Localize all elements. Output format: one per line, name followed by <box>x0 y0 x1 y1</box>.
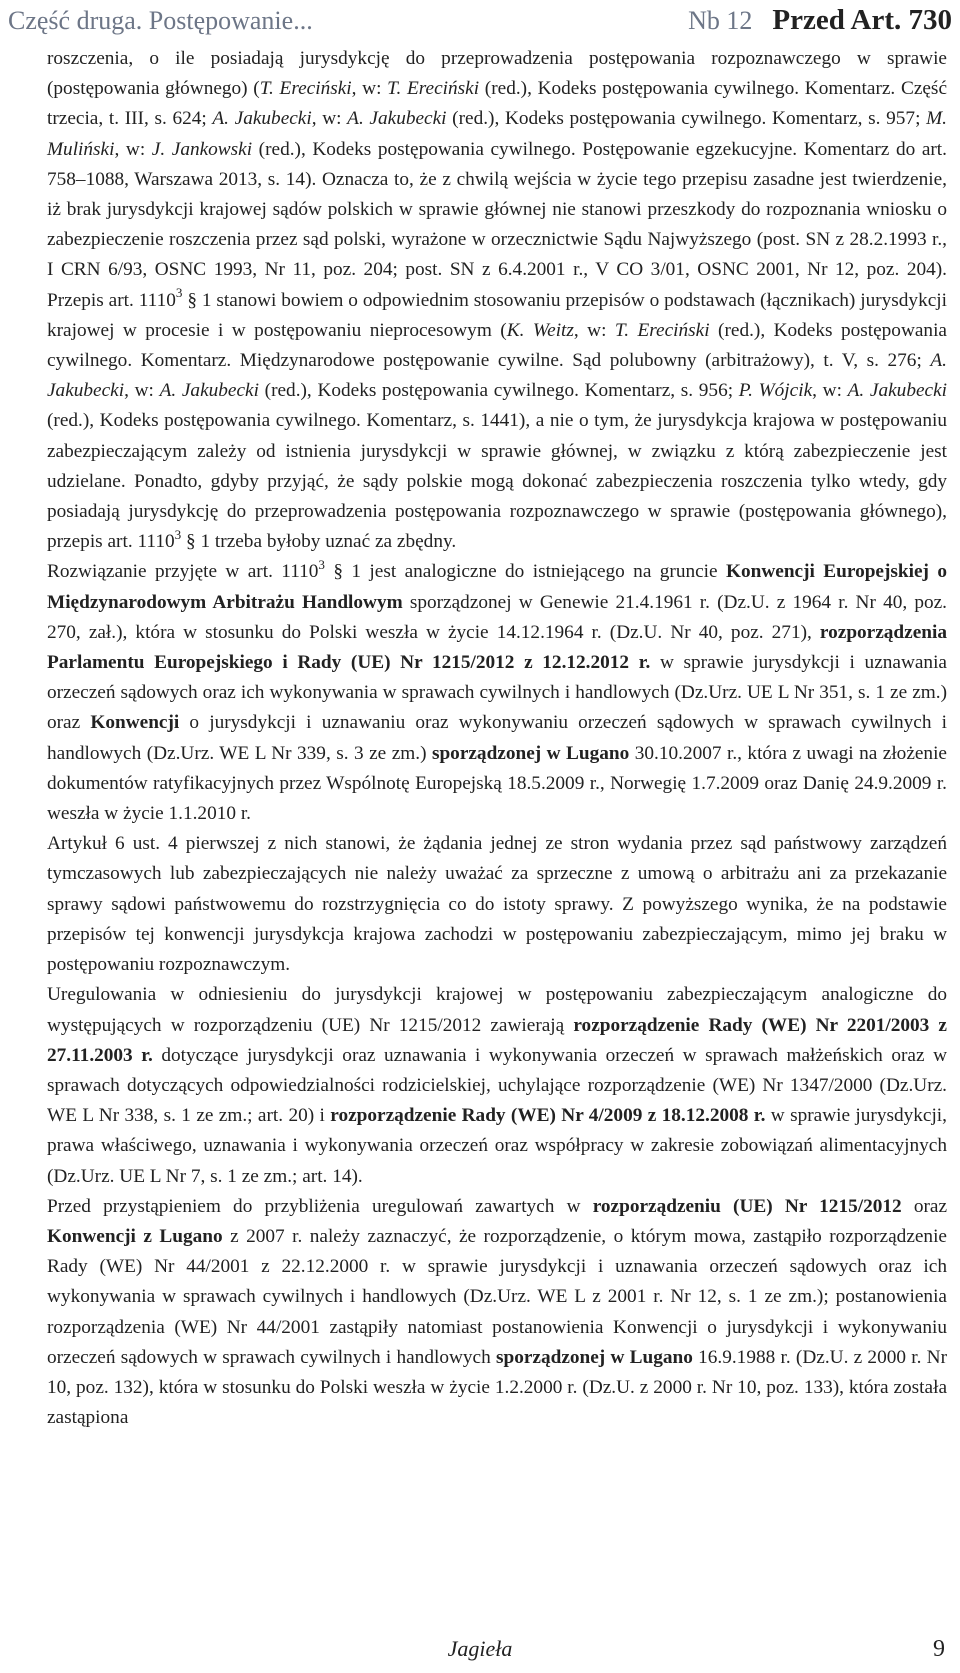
text-run: 30.10.2007 r., która z uwagi na złożenie dokumentów ratyfikacyjnych przez Wspólnotę Europejską 18.5.2009 r., Norwegię 1.7.2009 oraz Danię 24.9.2009 r. weszła w życie 1.1.2010 r. <box>47 742 947 825</box>
italic-text: T. Ereciński <box>259 78 352 100</box>
author-name: Jagieła <box>447 1636 513 1661</box>
superscript: 3 <box>175 284 183 300</box>
text-run: oraz <box>901 1195 947 1217</box>
page-number: 9 <box>933 1636 945 1662</box>
italic-text: P. Wójcik <box>738 380 813 402</box>
text-run: w sprawie jurysdykcji i uznawania orzeczeń sądowych oraz ich wykonywania w sprawach cywilnych i handlowych (Dz.Urz. UE L Nr 351, s. 1 ze zm.) oraz <box>47 652 947 734</box>
text-run: (red.), Kodeks postępowania cywilnego. Komentarz, s. 1441), a nie o tym, że jurysdykcja krajowa w postępowaniu zabezpieczającym zależy od istnienia jurysdykcji w sprawie głównej, w związku z którą zabezpieczenie jest udzielane. Ponadto, gdyby przyjąć, że sądy polskie mogą dokonać zabezpieczenia roszczenia tylko wtedy, gdy posiadają jurysdykcję do przeprowadzenia postępowania rozpoznawczego w sprawie (postępowania głównego), przepis art. 1110 <box>47 410 947 553</box>
text-run: o jurysdykcji i uznawaniu oraz wykonywaniu orzeczeń sądowych w sprawach cywilnych i handlowych (Dz.Urz. WE L Nr 339, s. 3 ze zm.) <box>47 712 948 764</box>
bold-text: rozporządzenie Rady (WE) Nr 4/2009 z 18.12.2008 r. <box>330 1105 766 1127</box>
text-run: w sprawie jurysdykcji, prawa właściwego, uznawania i wykonywania orzeczeń oraz współpracy w zakresie zobowiązań alimentacyjnych (Dz.Urz. UE L Nr 7, s. 1 ze zm.; art. 14). <box>47 1105 947 1187</box>
text-run: § 1 stanowi bowiem o odpowiednim stosowaniu przepisów o podstawach (łącznikach) jurysdykcji krajowej w procesie i w postępowaniu nieprocesowym ( <box>47 289 947 341</box>
paragraph <box>47 44 947 557</box>
text-run: dotyczące jurysdykcji oraz uznawania i wykonywania orzeczeń w sprawach małżeńskich oraz w sprawach dotyczących odpowiedzialności rodzicielskiej, uchylające rozporządzenie (WE) Nr 1347/2000 (Dz.Urz. WE L Nr 338, s. 1 ze zm.; art. 20) i <box>47 1044 947 1127</box>
italic-text: A. Jakubecki <box>347 108 447 130</box>
bold-text: sporządzonej w Lugano <box>495 1346 693 1368</box>
text-run: (red.), Kodeks postępowania cywilnego. Komentarz. Międzynarodowe postępowanie cywilne. Sąd polubowny (arbitrażowy), t. V, s. 276; <box>47 319 947 372</box>
text-run: (red.), Kodeks postępowania cywilnego. Komentarz, s. 956; <box>258 380 739 402</box>
paragraph <box>47 980 947 1191</box>
italic-text: A. Jakubecki <box>159 380 259 402</box>
text-run: (red.), Kodeks postępowania cywilnego. Komentarz. Część trzecia, t. III, s. 624; <box>47 78 947 130</box>
text-run: (red.), Kodeks postępowania cywilnego. Komentarz, s. 957; <box>446 108 927 130</box>
running-head-article: Przed Art. 730 <box>772 4 952 36</box>
text-run: Przed przystąpieniem do przybliżenia uregulowań zawartych w <box>47 1195 593 1217</box>
main-text <box>47 44 947 1433</box>
italic-text: M. Muliński <box>47 108 947 160</box>
text-run: , w: <box>114 138 152 160</box>
text-run: z 2007 r. należy zaznaczyć, że rozporządzenie, o którym mowa, zastąpiło rozporządzenie Rady (WE) Nr 44/2001 z 22.12.2000 r. w sprawie jurysdykcji i uznawania orzeczeń sądowych oraz ich wykonywania w sprawach cywilnych i handlowych (Dz.Urz. WE L z 2001 r. Nr 12, s. 1 ze zm.); postanowienia rozporządzenia (WE) Nr 44/2001 zastąpiły natomiast postanowienia Konwencji o jurysdykcji i wykonywaniu orzeczeń sądowych w sprawach cywilnych i handlowych <box>47 1225 947 1368</box>
superscript: 3 <box>318 556 325 572</box>
text-run: Rozwiązanie przyjęte w art. 1110 <box>47 561 319 583</box>
margin-number: Nb 12 <box>688 6 753 35</box>
text-run: Artykuł 6 ust. 4 pierwszej z nich stanowi, że żądania jednej ze stron wydania przez sąd państwowy zarządzeń tymczasowych lub zabezpieczających nie należy uważać za sprzeczne z umową o arbitrażu ani za przekazanie sprawy sądowi państwowemu do rozstrzygnięcia co do istoty sprawy. Z powyższego wynika, że na podstawie przepisów tej konwencji jurysdykcja krajowa zachodzi w postępowaniu zabezpieczającym, mimo jej braku w postępowaniu rozpoznawczym. <box>47 833 947 976</box>
italic-text: T. Ereciński <box>614 319 710 341</box>
text-run: , w: <box>124 380 160 402</box>
text-run: , w: <box>812 380 848 402</box>
bold-text: rozporządzeniu (UE) Nr 1215/2012 <box>592 1195 902 1217</box>
italic-text: J. Jankowski <box>151 138 253 160</box>
page-header <box>8 4 952 44</box>
bold-text: Konwencji Europejskiej o Międzynarodowym Arbitrażu Handlowym <box>47 561 948 613</box>
paragraph <box>47 1192 947 1434</box>
italic-text: A. Jakubecki <box>47 350 947 402</box>
bold-text: Konwencji <box>90 712 180 734</box>
text-run: § 1 jest analogiczne do istniejącego na gruncie <box>324 561 726 583</box>
text-run: Uregulowania w odniesieniu do jurysdykcji krajowej w postępowaniu zabezpieczającym analogiczne do występujących w rozporządzeniu (UE) Nr 1215/2012 zawierają <box>47 984 947 1036</box>
bold-text: rozporządzenia Parlamentu Europejskiego i Rady (UE) Nr 1215/2012 z 12.12.2012 r. <box>47 621 947 674</box>
italic-text: T. Ereciński <box>387 78 480 100</box>
italic-text: K. Weitz <box>506 319 574 341</box>
bold-text: rozporządzenie Rady (WE) Nr 2201/2003 z 27.11.2003 r. <box>47 1014 947 1066</box>
page-footer <box>0 1636 960 1668</box>
paragraph <box>47 829 947 980</box>
paragraph <box>47 557 947 829</box>
text-run: , w: <box>573 319 615 341</box>
running-head-section: Część druga. Postępowanie... <box>8 6 313 35</box>
text-run: roszczenia, o ile posiadają jurysdykcję do przeprowadzenia postępowania rozpoznawczego w sprawie (postępowania głównego) ( <box>47 48 947 100</box>
bold-text: Konwencji z Lugano <box>47 1225 223 1247</box>
text-run: sporządzonej w Genewie 21.4.1961 r. (Dz.U. z 1964 r. Nr 40, poz. 270, zał.), która w stosunku do Polski weszła w życie 14.12.1964 r. (Dz.U. Nr 40, poz. 271), <box>47 591 947 643</box>
italic-text: A. Jakubecki <box>212 108 312 130</box>
text-run: (red.), Kodeks postępowania cywilnego. Postępowanie egzekucyjne. Komentarz do art. 758–1088, Warszawa 2013, s. 14). Oznacza to, że z chwilą wejścia w życie tego przepisu zasadne jest twierdzenie, iż brak jurysdykcji krajowej sądów polskich w sprawie głównej nie stanowi przeszkody do rozpoznania wniosku o zabezpieczenie roszczenia przez sąd polski, wyrażone w orzecznictwie Sądu Najwyższego (post. SN z 28.2.1993 r., I CRN 6/93, OSNC 1993, Nr 11, poz. 204; post. SN z 6.4.2001 r., V CO 3/01, OSNC 2001, Nr 12, poz. 204). Przepis art. 1110 <box>47 138 947 311</box>
text-run: , w: <box>311 108 348 130</box>
text-run: , w: <box>351 78 388 100</box>
italic-text: A. Jakubecki <box>847 380 947 402</box>
text-run: 16.9.1988 r. (Dz.U. z 2000 r. Nr 10, poz. 132), która w stosunku do Polski weszła w życie 1.2.2000 r. (Dz.U. z 2000 r. Nr 10, poz. 133), która została zastąpiona <box>47 1346 948 1429</box>
bold-text: sporządzonej w Lugano <box>431 742 630 764</box>
superscript: 3 <box>174 526 182 542</box>
text-run: § 1 trzeba byłoby uznać za zbędny. <box>181 531 457 553</box>
